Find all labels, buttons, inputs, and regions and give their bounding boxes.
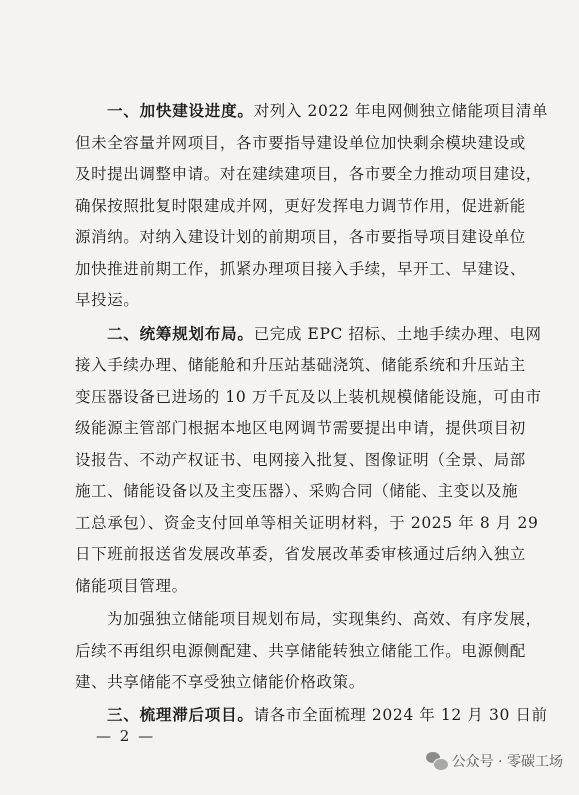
wechat-icon [426, 752, 448, 770]
section-heading-3: 三、梳理滞后项目。 [107, 706, 254, 724]
section-heading-1: 一、加快建设进度。 [107, 102, 254, 120]
document-body [75, 96, 549, 701]
paragraph-accelerate-construction: 一、加快建设进度。对列入 2022 年电网侧独立储能项目清单 但未全容量并网项目，各市要指导建设单位加快剩余模块建设或 及时提出调整申请。对在建续建项目，各市要全力推动项目建设， 确保按照批复时限建成并网，更好发挥电力调节作用，促进新能 源消纳。对纳入建设计划的前期项目，各市要指导项目建设单位 加快推进前期工作，抓紧办理项目接入手续，早开工、早建设、 早投运。 [75, 102, 549, 309]
paragraph-review-delayed: 三、梳理滞后项目。请各市全面梳理 2024 年 12 月 30 日前 [107, 706, 548, 724]
section-heading-2: 二、统筹规划布局。 [107, 324, 254, 343]
page-number: — 2 — [96, 727, 156, 745]
watermark [426, 751, 563, 771]
paragraph-storage-policy: 为加强独立储能项目规划布局，实现集约、高效、有序发展， 后续不再组织电源侧配建、共享储能转独立储能工作。电源侧配 建、共享储能不享受独立储能价格政策。 [75, 610, 542, 691]
paragraph-planning-layout: 二、统筹规划布局。已完成 EPC 招标、土地手续办理、电网 接入手续办理、储能舱和升压站基础浇筑、储能系统和升压站主 变压器设备已进场的 10 万千瓦及以上装机规模储能设施，可由市 级能源主管部门根据本地区电网调节需要提出申请，提供项目初 设报告、不动产权证书、电网接入批复、图像证明（全景、局部 施工、储能设备以及主变压器）、采购合同（储能、主变以及施 工总承包）、资金支付回单等相关证明材料，于 2025 年 8 月 29 日下班前报送省发展改革委，省发展改革委审核通过后纳入独立 储能项目管理。 [75, 324, 542, 595]
watermark-text: 公众号 · 零碳工场 [451, 754, 563, 770]
